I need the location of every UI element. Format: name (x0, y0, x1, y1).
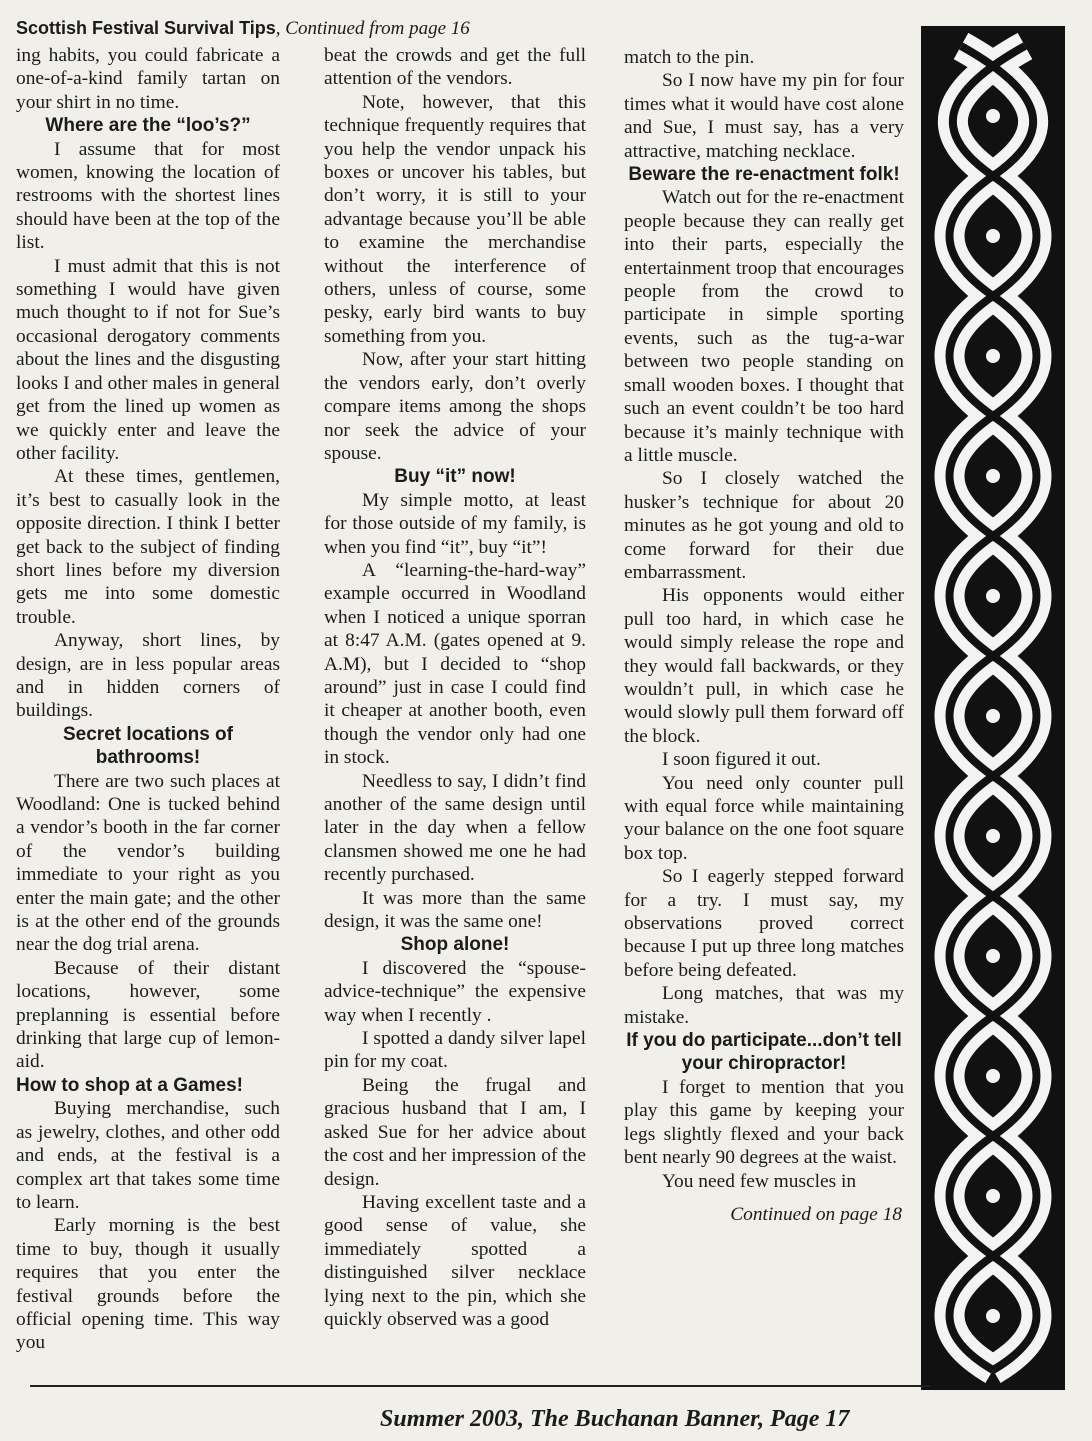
paragraph: It was more than the same design, it was the same one! (324, 887, 586, 933)
subheading-how-to-shop: How to shop at a Games! (16, 1074, 243, 1096)
paragraph: So I closely watched the husker’s technique for about 20 minutes as he got young and old to come forward for their due embarrassment. (624, 468, 904, 583)
paragraph: Having excellent taste and a good sense of value, she immediately spotted a distinguished silver necklace lying next to the pin, which she quickly observed was a good (324, 1191, 586, 1330)
subheading-buy-it-now: Buy “it” now! (394, 466, 516, 488)
paragraph: Because of their distant locations, however, some preplanning is essential before drinking that large cup of lemon-aid. (16, 957, 280, 1073)
paragraph: Being the frugal and gracious husband that I am, I asked Sue for her advice about the cost and her impression of the design. (324, 1074, 586, 1190)
footer-rule (30, 1385, 930, 1387)
paragraph: Anyway, short lines, by design, are in less popular areas and in hidden corners of buildings. (16, 630, 280, 722)
column-3 (624, 46, 904, 1226)
paragraph: Long matches, that was my mistake. (624, 983, 904, 1028)
column-2 (324, 44, 586, 1331)
continued-from: , Continued from page 16 (275, 18, 470, 39)
paragraph: Early morning is the best time to buy, though it usually requires that you enter the festival grounds before the official opening time. This way you (16, 1215, 280, 1354)
paragraph: I must admit that this is not something I would have given much thought to if not for Sue’s occasional derogatory comments about the lines and the disgusting looks I and other males in general get from the lined up women as we quickly enter and leave the other facility. (16, 255, 280, 464)
paragraph: A “learning-the-hard-way” example occurred in Woodland when I noticed a unique sporran at 8:47 A.M. (gates opened at 9. A.M), but I decided to “shop around” just in case I could find it cheaper at another booth, even though the vendor only had one in stock. (324, 559, 586, 769)
paragraph: Now, after your start hitting the vendors early, don’t overly compare items among the shops nor seek the advice of your spouse. (324, 349, 586, 464)
paragraph: So I now have my pin for four times what it would have cost alone and Sue, I must say, has a very attractive, matching necklace. (624, 70, 904, 162)
article-title: Scottish Festival Survival Tips (16, 18, 276, 38)
subheading-shop-alone: Shop alone! (400, 934, 510, 956)
paragraph: There are two such places at Woodland: One is tucked behind a vendor’s booth in the far corner of the vendor’s building immediate to your right as you enter the main gate; and the other is at the other end of the grounds near the dog trial arena. (16, 770, 280, 956)
paragraph: I discovered the “spouse-advice-technique” the expensive way when I recently . (324, 957, 586, 1026)
celtic-knot-border-icon (921, 26, 1065, 1390)
paragraph: His opponents would either pull too hard, in which case he would simply release the rope and they would fall backwards, or they wouldn’t pull, in which case he would slowly pull them forward off the block. (624, 585, 904, 747)
paragraph: I forget to mention that you play this game by keeping your legs slightly flexed and your back bent nearly 90 degrees at the waist. (624, 1076, 904, 1169)
column-1 (16, 44, 280, 1355)
paragraph: Note, however, that this technique frequently requires that you help the vendor unpack his boxes or uncover his tables, but don’t worry, it is still to your advantage because you’ll be able to examine the merchandise without the interference of others, unless of course, some pesky, early bird wants to buy something from you. (324, 91, 586, 347)
paragraph: Buying merchandise, such as jewelry, clothes, and other odd and ends, at the festival is a complex art that takes some time to learn. (16, 1098, 280, 1213)
subheading-chiropractor: If you do participate...don’t tell your chiropractor! (626, 1030, 902, 1075)
paragraph: You need only counter pull with equal force while maintaining your balance on the one foot square box top. (624, 772, 904, 864)
paragraph: ing habits, you could fabricate a one-of-a-kind family tartan on your shirt in no time. (16, 45, 280, 113)
subheading-reenactment: Beware the re-enactment folk! (628, 164, 900, 186)
paragraph: match to the pin. (624, 47, 755, 68)
paragraph: So I eagerly stepped forward for a try. I must say, my observations proved correct because I put up three long matches before being defeated. (624, 866, 904, 981)
page-header (16, 18, 636, 44)
paragraph: I spotted a dandy silver lapel pin for my coat. (324, 1028, 586, 1073)
subheading-loos: Where are the “loo’s?” (45, 115, 251, 137)
paragraph: My simple motto, at least for those outside of my family, is when you find “it”, buy “it”! (324, 489, 586, 558)
subheading-secret-locations: Secret locations of bathrooms! (63, 723, 233, 769)
paragraph: I assume that for most women, knowing the location of restrooms with the shortest lines should have been at the top of the list. (16, 138, 280, 254)
paragraph: Needless to say, I didn’t find another of the same design until later in the day when a fellow clansmen showed me one he had recently purchased. (324, 770, 586, 886)
paragraph: I soon figured it out. (662, 749, 821, 771)
page-footer: Summer 2003, The Buchanan Banner, Page 17 (380, 1406, 850, 1432)
paragraph: Watch out for the re-enactment people because they can really get into their parts, especially the entertainment troop that encourages people from the crowd to participate in simple sporting events, such as the tug-a-war between two people standing on small wooden boxes. I thought that such an event couldn’t be too hard because it’s mainly technique with a little muscle. (624, 187, 904, 466)
paragraph: You need few muscles in (662, 1170, 857, 1192)
continued-on: Continued on page 18 (730, 1203, 902, 1225)
paragraph: At these times, gentlemen, it’s best to casually look in the opposite direction. I think I better get back to the subject of finding short lines before my diversion gets me into some domestic trouble. (16, 466, 280, 628)
paragraph: beat the crowds and get the full attention of the vendors. (324, 45, 586, 90)
